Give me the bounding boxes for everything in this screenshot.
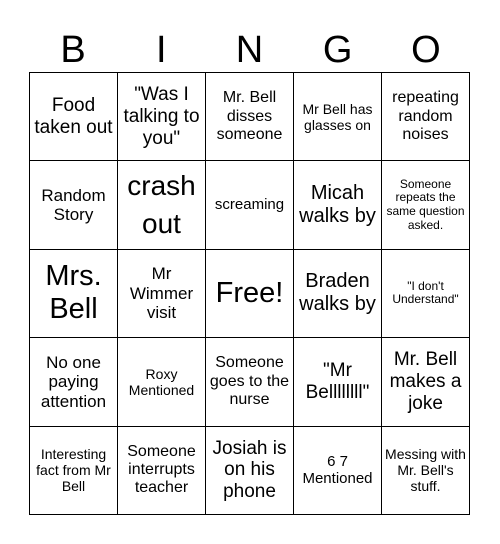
bingo-cell[interactable]: Mr. Bell makes a joke (382, 338, 470, 426)
free-space-cell[interactable]: Free! (206, 250, 294, 338)
header-letter-g: G (322, 28, 353, 71)
bingo-cell[interactable]: Micah walks by (294, 161, 382, 249)
bingo-cell[interactable]: Someone goes to the nurse (206, 338, 294, 426)
bingo-cell[interactable]: Mr. Bell disses someone (206, 73, 294, 161)
bingo-cell[interactable]: Someone repeats the same question asked. (382, 161, 470, 249)
bingo-cell[interactable]: Mr Wimmer visit (118, 250, 206, 338)
bingo-cell[interactable]: Interesting fact from Mr Bell (30, 427, 118, 515)
bingo-cell[interactable]: screaming (206, 161, 294, 249)
bingo-cell[interactable]: crash out (118, 161, 206, 249)
header-letter-n: N (235, 28, 264, 71)
bingo-cell[interactable]: Random Story (30, 161, 118, 249)
bingo-cell[interactable]: Mr Bell has glasses on (294, 73, 382, 161)
bingo-cell[interactable]: Braden walks by (294, 250, 382, 338)
bingo-cell[interactable]: Mrs. Bell (30, 250, 118, 338)
bingo-cell[interactable]: Food taken out (30, 73, 118, 161)
bingo-cell[interactable]: 6 7 Mentioned (294, 427, 382, 515)
bingo-cell[interactable]: Someone interrupts teacher (118, 427, 206, 515)
bingo-board (29, 72, 470, 515)
bingo-cell[interactable]: "Was I talking to you" (118, 73, 206, 161)
bingo-cell[interactable]: No one paying attention (30, 338, 118, 426)
bingo-header (29, 28, 470, 72)
header-letter-i: I (156, 28, 167, 71)
bingo-cell[interactable]: Josiah is on his phone (206, 427, 294, 515)
bingo-cell[interactable]: Messing with Mr. Bell's stuff. (382, 427, 470, 515)
bingo-cell[interactable]: repeating random noises (382, 73, 470, 161)
header-letter-b: B (60, 28, 86, 71)
bingo-cell[interactable]: "I don't Understand" (382, 250, 470, 338)
header-letter-o: O (411, 28, 441, 71)
bingo-cell[interactable]: "Mr Bellllllll" (294, 338, 382, 426)
bingo-cell[interactable]: Roxy Mentioned (118, 338, 206, 426)
